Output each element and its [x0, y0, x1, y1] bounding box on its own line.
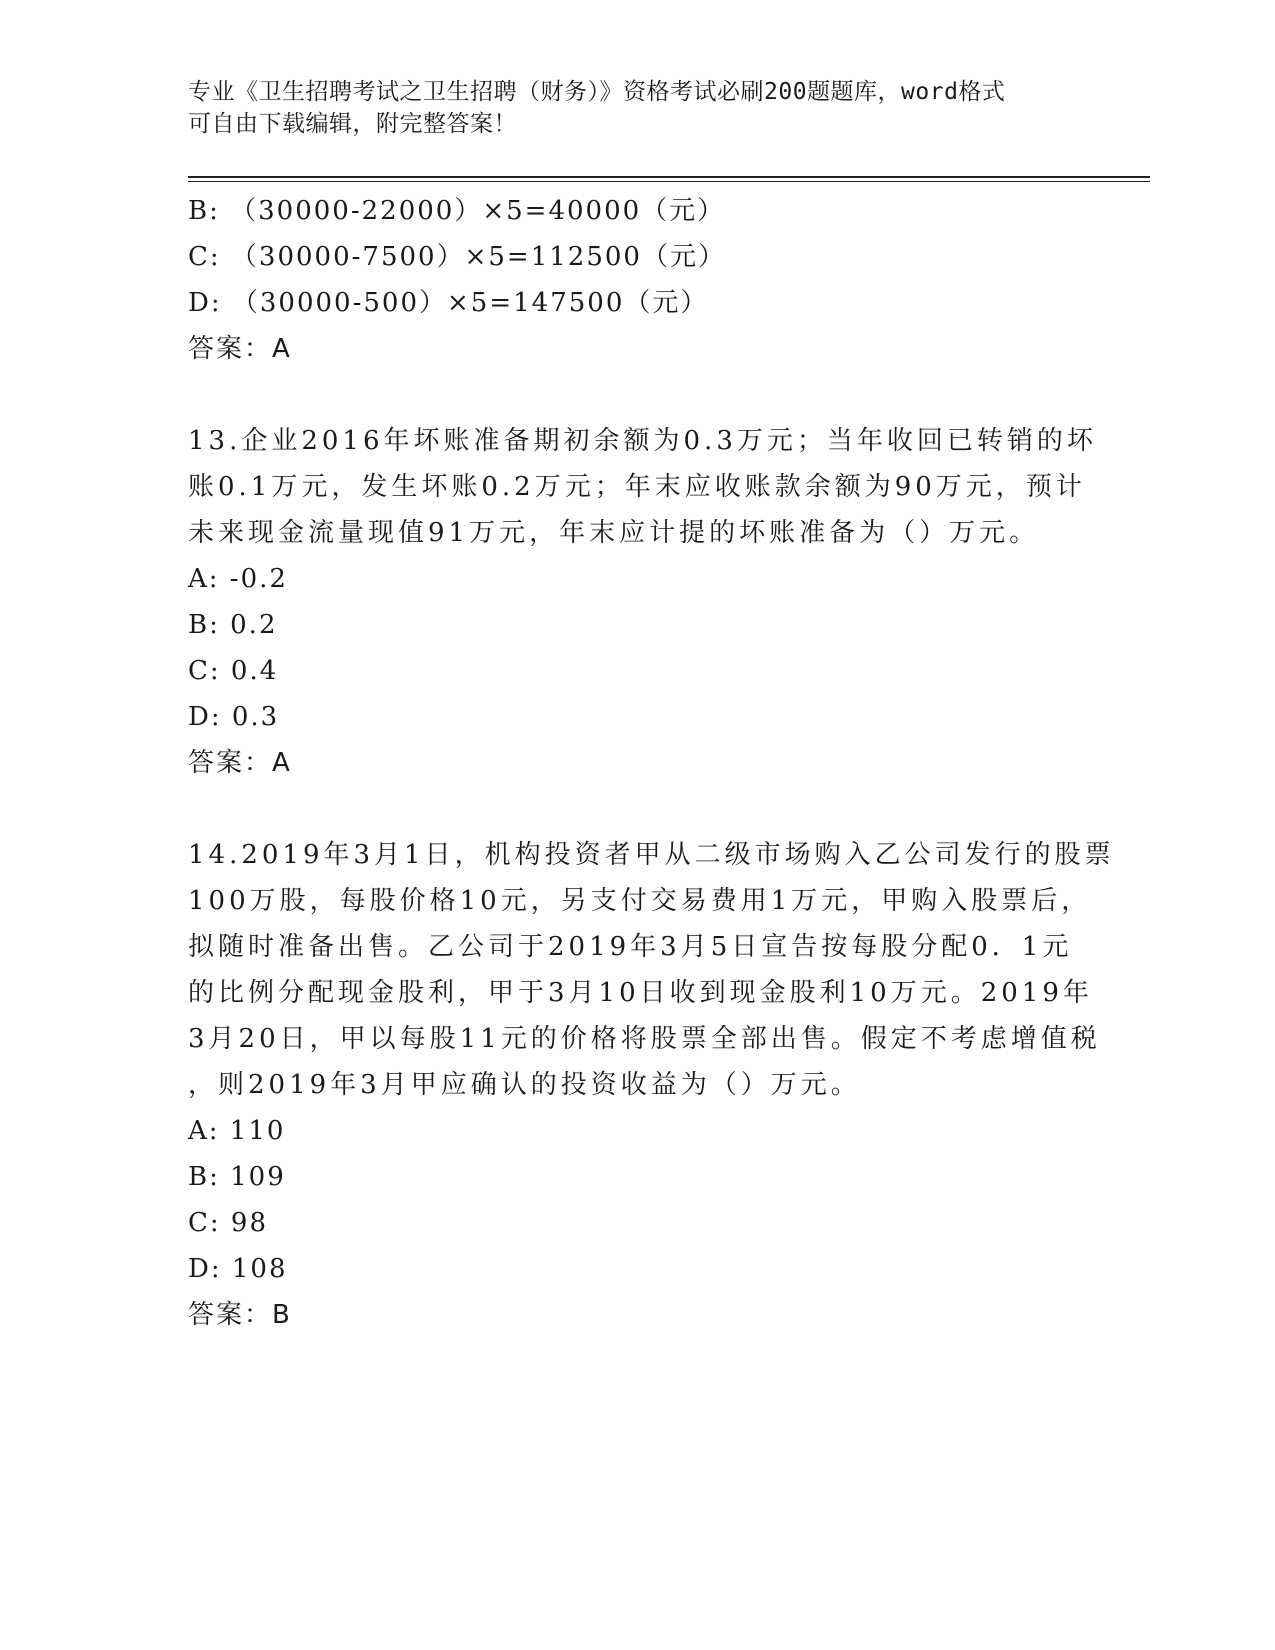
question-text-line: 拟随时准备出售。乙公司于2019年3月5日宣告按每股分配0．1元	[188, 932, 1073, 962]
question-text-line: 100万股，每股价格10元，另支付交易费用1万元，甲购入股票后，	[188, 886, 1092, 916]
spacer	[188, 372, 1088, 418]
option-b: B: 0.2	[188, 610, 278, 640]
previous-question	[188, 188, 1088, 372]
answer: 答案：B	[188, 1300, 292, 1330]
question-text-line: 3月20日，甲以每股11元的价格将股票全部出售。假定不考虑增值税	[188, 1024, 1101, 1054]
question-text-line: ，则2019年3月甲应确认的投资收益为（）万元。	[188, 1070, 861, 1100]
option-a: A: -0.2	[188, 564, 288, 594]
header-line-1: 专业《卫生招聘考试之卫生招聘（财务）》资格考试必刷200题题库，word格式	[188, 79, 1006, 105]
question-text-line: 14.2019年3月1日，机构投资者甲从二级市场购入乙公司发行的股票	[188, 840, 1115, 870]
option-d: D: 108	[188, 1254, 288, 1284]
header-line-2: 可自由下载编辑，附完整答案！	[188, 111, 517, 137]
answer: 答案：A	[188, 334, 292, 364]
question-13	[188, 418, 1097, 786]
question-14	[188, 832, 1115, 1338]
header-divider-thick	[188, 176, 1150, 178]
option-c: C: （30000-7500）×5=112500（元）	[188, 242, 726, 272]
option-a: A: 110	[188, 1116, 286, 1146]
option-d: D: （30000-500）×5=147500（元）	[188, 288, 709, 318]
answer: 答案：A	[188, 748, 292, 778]
document-header	[188, 76, 1068, 140]
option-c: C: 0.4	[188, 656, 279, 686]
option-b: B: （30000-22000）×5=40000（元）	[188, 196, 726, 226]
document-body	[188, 188, 1115, 1338]
option-d: D: 0.3	[188, 702, 280, 732]
question-text-line: 未来现金流量现值91万元，年末应计提的坏账准备为（）万元。	[188, 518, 1040, 548]
question-text-line: 的比例分配现金股利，甲于3月10日收到现金股利10万元。2019年	[188, 978, 1093, 1008]
question-text-line: 13.企业2016年坏账准备期初余额为0.3万元；当年收回已转销的坏	[188, 426, 1097, 456]
header-divider-thin	[188, 181, 1150, 182]
question-text-line: 账0.1万元，发生坏账0.2万元；年末应收账款余额为90万元，预计	[188, 472, 1086, 502]
option-c: C: 98	[188, 1208, 269, 1238]
option-b: B: 109	[188, 1162, 286, 1192]
spacer	[188, 786, 1088, 832]
